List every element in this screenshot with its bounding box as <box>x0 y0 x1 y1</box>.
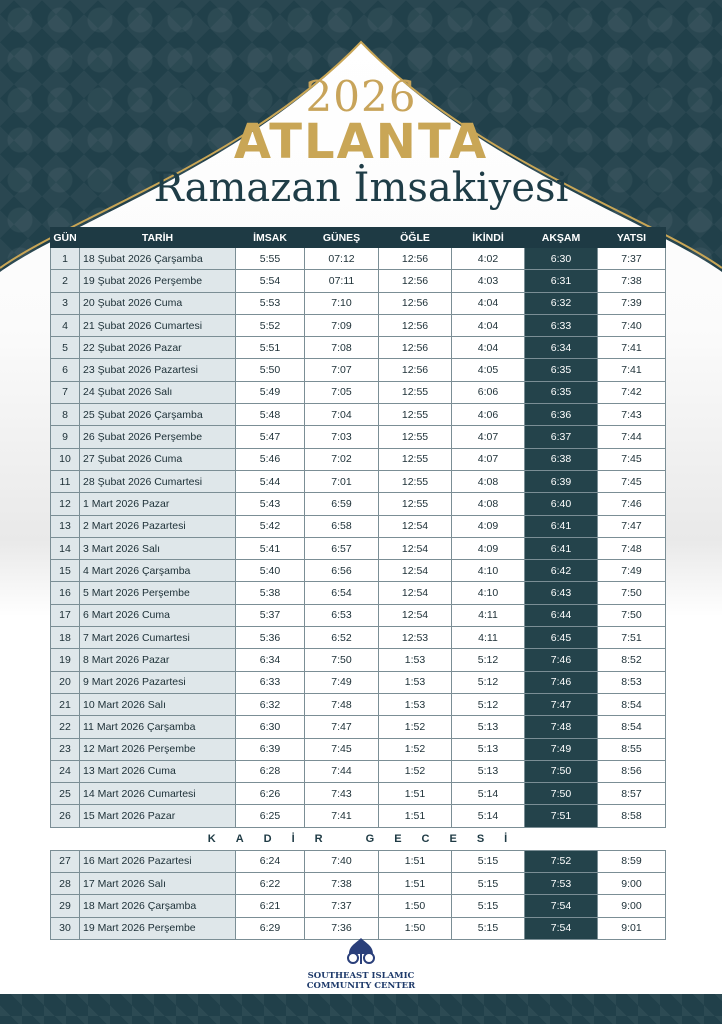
kadir-gecesi-label: KADİR GECESİ <box>207 832 528 845</box>
cell-gun: 18 <box>51 627 80 649</box>
cell-imsak: 6:39 <box>236 738 305 760</box>
cell-gun: 30 <box>51 917 80 939</box>
title-subtitle: Ramazan İmsakiyesi <box>153 165 569 211</box>
cell-gun: 22 <box>51 716 80 738</box>
cell-gunes: 6:59 <box>305 493 379 515</box>
cell-tarih: 14 Mart 2026 Cumartesi <box>80 783 236 805</box>
cell-yatsi: 7:49 <box>598 560 666 582</box>
cell-imsak: 5:43 <box>236 493 305 515</box>
cell-gun: 13 <box>51 515 80 537</box>
cell-gun: 4 <box>51 314 80 336</box>
cell-ikindi: 4:06 <box>452 404 525 426</box>
table-row <box>51 805 666 827</box>
table-row <box>51 627 666 649</box>
cell-yatsi: 8:53 <box>598 671 666 693</box>
cell-ogle: 1:53 <box>379 649 452 671</box>
cell-aksam: 7:54 <box>525 917 598 939</box>
cell-imsak: 5:44 <box>236 470 305 492</box>
column-header-ikindi: İKİNDİ <box>452 228 525 248</box>
cell-imsak: 6:28 <box>236 760 305 782</box>
cell-ogle: 12:55 <box>379 448 452 470</box>
cell-ogle: 1:51 <box>379 850 452 872</box>
cell-gun: 1 <box>51 248 80 270</box>
cell-imsak: 5:37 <box>236 604 305 626</box>
cell-tarih: 12 Mart 2026 Perşembe <box>80 738 236 760</box>
cell-imsak: 5:42 <box>236 515 305 537</box>
cell-aksam: 6:35 <box>525 359 598 381</box>
cell-aksam: 7:46 <box>525 671 598 693</box>
table-row <box>51 337 666 359</box>
table-row <box>51 873 666 895</box>
cell-yatsi: 8:52 <box>598 649 666 671</box>
cell-ikindi: 5:12 <box>452 693 525 715</box>
cell-yatsi: 7:43 <box>598 404 666 426</box>
cell-gunes: 6:54 <box>305 582 379 604</box>
table-row <box>51 895 666 917</box>
cell-tarih: 19 Şubat 2026 Perşembe <box>80 270 236 292</box>
cell-yatsi: 7:50 <box>598 582 666 604</box>
cell-tarih: 1 Mart 2026 Pazar <box>80 493 236 515</box>
cell-yatsi: 8:57 <box>598 783 666 805</box>
cell-aksam: 6:44 <box>525 604 598 626</box>
cell-gunes: 7:36 <box>305 917 379 939</box>
cell-yatsi: 7:51 <box>598 627 666 649</box>
table-row <box>51 314 666 336</box>
cell-aksam: 6:41 <box>525 537 598 559</box>
cell-tarih: 21 Şubat 2026 Cumartesi <box>80 314 236 336</box>
cell-gun: 24 <box>51 760 80 782</box>
cell-aksam: 6:37 <box>525 426 598 448</box>
table-row <box>51 783 666 805</box>
cell-gun: 28 <box>51 873 80 895</box>
cell-imsak: 5:52 <box>236 314 305 336</box>
cell-yatsi: 9:01 <box>598 917 666 939</box>
cell-tarih: 15 Mart 2026 Pazar <box>80 805 236 827</box>
cell-yatsi: 7:41 <box>598 337 666 359</box>
cell-aksam: 7:48 <box>525 716 598 738</box>
table-row <box>51 716 666 738</box>
cell-gunes: 7:50 <box>305 649 379 671</box>
cell-ogle: 1:50 <box>379 895 452 917</box>
table-row <box>51 470 666 492</box>
cell-ogle: 1:51 <box>379 805 452 827</box>
cell-ikindi: 5:15 <box>452 895 525 917</box>
cell-gunes: 6:52 <box>305 627 379 649</box>
cell-ikindi: 4:02 <box>452 248 525 270</box>
footer-logo <box>0 936 722 991</box>
cell-gunes: 07:11 <box>305 270 379 292</box>
cell-gunes: 7:02 <box>305 448 379 470</box>
cell-ikindi: 5:15 <box>452 850 525 872</box>
cell-gun: 27 <box>51 850 80 872</box>
cell-aksam: 6:41 <box>525 515 598 537</box>
cell-imsak: 5:46 <box>236 448 305 470</box>
column-header-tarih: TARİH <box>80 228 236 248</box>
table-row <box>51 515 666 537</box>
table-row <box>51 738 666 760</box>
cell-ikindi: 5:13 <box>452 716 525 738</box>
cell-ikindi: 5:14 <box>452 805 525 827</box>
cell-gun: 9 <box>51 426 80 448</box>
cell-yatsi: 7:46 <box>598 493 666 515</box>
cell-tarih: 22 Şubat 2026 Pazar <box>80 337 236 359</box>
cell-ogle: 12:53 <box>379 627 452 649</box>
cell-gun: 29 <box>51 895 80 917</box>
cell-yatsi: 8:54 <box>598 716 666 738</box>
cell-yatsi: 9:00 <box>598 895 666 917</box>
cell-tarih: 19 Mart 2026 Perşembe <box>80 917 236 939</box>
cell-ogle: 12:54 <box>379 582 452 604</box>
cell-aksam: 6:31 <box>525 270 598 292</box>
cell-tarih: 3 Mart 2026 Salı <box>80 537 236 559</box>
cell-tarih: 5 Mart 2026 Perşembe <box>80 582 236 604</box>
cell-gun: 19 <box>51 649 80 671</box>
cell-imsak: 6:33 <box>236 671 305 693</box>
cell-gunes: 7:09 <box>305 314 379 336</box>
table-row <box>51 270 666 292</box>
mosque-logo-icon <box>341 936 381 966</box>
cell-ikindi: 5:15 <box>452 917 525 939</box>
cell-ogle: 12:54 <box>379 560 452 582</box>
cell-ikindi: 4:04 <box>452 292 525 314</box>
cell-tarih: 4 Mart 2026 Çarşamba <box>80 560 236 582</box>
table-row <box>51 671 666 693</box>
cell-gun: 2 <box>51 270 80 292</box>
schedule-table <box>50 227 665 940</box>
cell-gunes: 7:37 <box>305 895 379 917</box>
cell-aksam: 6:33 <box>525 314 598 336</box>
cell-aksam: 6:43 <box>525 582 598 604</box>
cell-tarih: 18 Mart 2026 Çarşamba <box>80 895 236 917</box>
cell-gunes: 7:38 <box>305 873 379 895</box>
cell-ogle: 1:52 <box>379 760 452 782</box>
cell-gunes: 07:12 <box>305 248 379 270</box>
cell-ogle: 1:53 <box>379 693 452 715</box>
cell-imsak: 5:50 <box>236 359 305 381</box>
cell-imsak: 5:55 <box>236 248 305 270</box>
cell-yatsi: 7:41 <box>598 359 666 381</box>
cell-aksam: 7:50 <box>525 760 598 782</box>
cell-ikindi: 5:12 <box>452 649 525 671</box>
cell-gunes: 7:40 <box>305 850 379 872</box>
cell-gun: 26 <box>51 805 80 827</box>
cell-gun: 7 <box>51 381 80 403</box>
cell-ikindi: 5:15 <box>452 873 525 895</box>
cell-aksam: 6:39 <box>525 470 598 492</box>
cell-yatsi: 8:54 <box>598 693 666 715</box>
column-header-gun: GÜN <box>51 228 80 248</box>
title-city: ATLANTA <box>233 114 489 170</box>
cell-gunes: 6:53 <box>305 604 379 626</box>
cell-ogle: 12:56 <box>379 248 452 270</box>
cell-gun: 20 <box>51 671 80 693</box>
table-row <box>51 248 666 270</box>
cell-yatsi: 8:59 <box>598 850 666 872</box>
cell-ikindi: 4:11 <box>452 627 525 649</box>
cell-aksam: 7:51 <box>525 805 598 827</box>
cell-aksam: 7:47 <box>525 693 598 715</box>
cell-yatsi: 8:56 <box>598 760 666 782</box>
cell-ogle: 12:56 <box>379 314 452 336</box>
cell-ikindi: 4:09 <box>452 537 525 559</box>
cell-tarih: 6 Mart 2026 Cuma <box>80 604 236 626</box>
cell-yatsi: 8:55 <box>598 738 666 760</box>
table-row <box>51 404 666 426</box>
cell-tarih: 27 Şubat 2026 Cuma <box>80 448 236 470</box>
cell-tarih: 25 Şubat 2026 Çarşamba <box>80 404 236 426</box>
cell-gunes: 7:05 <box>305 381 379 403</box>
cell-gunes: 6:57 <box>305 537 379 559</box>
cell-yatsi: 7:37 <box>598 248 666 270</box>
cell-ogle: 12:55 <box>379 404 452 426</box>
cell-yatsi: 7:40 <box>598 314 666 336</box>
cell-gunes: 7:47 <box>305 716 379 738</box>
cell-gun: 23 <box>51 738 80 760</box>
cell-gunes: 7:04 <box>305 404 379 426</box>
cell-gun: 10 <box>51 448 80 470</box>
cell-ikindi: 4:07 <box>452 448 525 470</box>
cell-tarih: 18 Şubat 2026 Çarşamba <box>80 248 236 270</box>
cell-ikindi: 4:05 <box>452 359 525 381</box>
cell-gun: 15 <box>51 560 80 582</box>
cell-tarih: 7 Mart 2026 Cumartesi <box>80 627 236 649</box>
cell-aksam: 7:46 <box>525 649 598 671</box>
cell-imsak: 5:49 <box>236 381 305 403</box>
cell-imsak: 5:51 <box>236 337 305 359</box>
cell-tarih: 20 Şubat 2026 Cuma <box>80 292 236 314</box>
cell-ogle: 12:54 <box>379 537 452 559</box>
cell-ogle: 12:56 <box>379 270 452 292</box>
cell-gunes: 7:43 <box>305 783 379 805</box>
cell-gun: 3 <box>51 292 80 314</box>
column-header-imsak: İMSAK <box>236 228 305 248</box>
cell-gunes: 7:08 <box>305 337 379 359</box>
cell-yatsi: 7:39 <box>598 292 666 314</box>
cell-gun: 14 <box>51 537 80 559</box>
cell-imsak: 6:22 <box>236 873 305 895</box>
cell-ogle: 1:52 <box>379 738 452 760</box>
cell-ogle: 12:54 <box>379 515 452 537</box>
cell-gunes: 7:07 <box>305 359 379 381</box>
bottom-pattern-strip <box>0 994 722 1024</box>
cell-tarih: 10 Mart 2026 Salı <box>80 693 236 715</box>
cell-gunes: 7:41 <box>305 805 379 827</box>
table-row <box>51 582 666 604</box>
cell-imsak: 6:34 <box>236 649 305 671</box>
cell-ikindi: 4:07 <box>452 426 525 448</box>
column-header-gunes: GÜNEŞ <box>305 228 379 248</box>
schedule-table-main <box>50 227 666 828</box>
cell-tarih: 26 Şubat 2026 Perşembe <box>80 426 236 448</box>
cell-imsak: 6:21 <box>236 895 305 917</box>
cell-gunes: 7:10 <box>305 292 379 314</box>
table-row <box>51 426 666 448</box>
table-row <box>51 604 666 626</box>
cell-imsak: 6:30 <box>236 716 305 738</box>
cell-tarih: 11 Mart 2026 Çarşamba <box>80 716 236 738</box>
cell-gunes: 6:58 <box>305 515 379 537</box>
cell-imsak: 6:25 <box>236 805 305 827</box>
footer-line-1: SOUTHEAST ISLAMIC <box>307 971 415 981</box>
cell-tarih: 17 Mart 2026 Salı <box>80 873 236 895</box>
cell-yatsi: 7:45 <box>598 448 666 470</box>
cell-tarih: 2 Mart 2026 Pazartesi <box>80 515 236 537</box>
cell-aksam: 7:52 <box>525 850 598 872</box>
cell-imsak: 5:54 <box>236 270 305 292</box>
cell-imsak: 5:38 <box>236 582 305 604</box>
cell-imsak: 6:24 <box>236 850 305 872</box>
cell-ogle: 1:53 <box>379 671 452 693</box>
cell-imsak: 5:53 <box>236 292 305 314</box>
cell-aksam: 6:42 <box>525 560 598 582</box>
cell-tarih: 16 Mart 2026 Pazartesi <box>80 850 236 872</box>
cell-tarih: 23 Şubat 2026 Pazartesi <box>80 359 236 381</box>
cell-gun: 17 <box>51 604 80 626</box>
cell-gunes: 7:45 <box>305 738 379 760</box>
cell-tarih: 9 Mart 2026 Pazartesi <box>80 671 236 693</box>
cell-ikindi: 5:12 <box>452 671 525 693</box>
title-year: 2026 <box>305 72 417 121</box>
cell-ikindi: 4:11 <box>452 604 525 626</box>
cell-imsak: 5:47 <box>236 426 305 448</box>
cell-imsak: 5:36 <box>236 627 305 649</box>
cell-gun: 12 <box>51 493 80 515</box>
cell-tarih: 13 Mart 2026 Cuma <box>80 760 236 782</box>
cell-aksam: 6:38 <box>525 448 598 470</box>
cell-aksam: 7:50 <box>525 783 598 805</box>
cell-imsak: 5:48 <box>236 404 305 426</box>
cell-tarih: 8 Mart 2026 Pazar <box>80 649 236 671</box>
cell-gun: 5 <box>51 337 80 359</box>
column-header-yatsi: YATSI <box>598 228 666 248</box>
cell-ogle: 1:52 <box>379 716 452 738</box>
cell-ikindi: 5:13 <box>452 760 525 782</box>
cell-aksam: 6:32 <box>525 292 598 314</box>
cell-yatsi: 9:00 <box>598 873 666 895</box>
footer-line-2: COMMUNITY CENTER <box>306 981 416 991</box>
cell-gunes: 7:01 <box>305 470 379 492</box>
cell-ogle: 1:51 <box>379 873 452 895</box>
cell-gun: 11 <box>51 470 80 492</box>
cell-gun: 16 <box>51 582 80 604</box>
cell-ikindi: 4:03 <box>452 270 525 292</box>
cell-ogle: 12:55 <box>379 493 452 515</box>
table-row <box>51 448 666 470</box>
table-row <box>51 760 666 782</box>
cell-imsak: 5:40 <box>236 560 305 582</box>
cell-gunes: 7:48 <box>305 693 379 715</box>
cell-tarih: 24 Şubat 2026 Salı <box>80 381 236 403</box>
table-row <box>51 292 666 314</box>
cell-ikindi: 4:08 <box>452 493 525 515</box>
cell-imsak: 5:41 <box>236 537 305 559</box>
cell-ikindi: 4:09 <box>452 515 525 537</box>
cell-yatsi: 7:48 <box>598 537 666 559</box>
cell-ogle: 12:54 <box>379 604 452 626</box>
cell-yatsi: 8:58 <box>598 805 666 827</box>
cell-yatsi: 7:50 <box>598 604 666 626</box>
cell-yatsi: 7:45 <box>598 470 666 492</box>
column-header-ogle: ÖĞLE <box>379 228 452 248</box>
cell-ogle: 12:55 <box>379 426 452 448</box>
cell-gunes: 7:49 <box>305 671 379 693</box>
table-row <box>51 381 666 403</box>
cell-aksam: 6:40 <box>525 493 598 515</box>
cell-ogle: 12:56 <box>379 359 452 381</box>
cell-ikindi: 4:10 <box>452 582 525 604</box>
cell-gun: 8 <box>51 404 80 426</box>
cell-ogle: 12:55 <box>379 381 452 403</box>
cell-ogle: 12:55 <box>379 470 452 492</box>
cell-gunes: 7:44 <box>305 760 379 782</box>
cell-gunes: 7:03 <box>305 426 379 448</box>
cell-ogle: 1:50 <box>379 917 452 939</box>
cell-ikindi: 4:04 <box>452 337 525 359</box>
cell-ikindi: 4:04 <box>452 314 525 336</box>
cell-gun: 21 <box>51 693 80 715</box>
cell-ikindi: 4:10 <box>452 560 525 582</box>
cell-aksam: 6:45 <box>525 627 598 649</box>
table-row <box>51 693 666 715</box>
cell-ogle: 1:51 <box>379 783 452 805</box>
cell-gunes: 6:56 <box>305 560 379 582</box>
cell-imsak: 6:32 <box>236 693 305 715</box>
table-row <box>51 850 666 872</box>
cell-aksam: 6:35 <box>525 381 598 403</box>
cell-aksam: 7:49 <box>525 738 598 760</box>
cell-tarih: 28 Şubat 2026 Cumartesi <box>80 470 236 492</box>
table-row <box>51 493 666 515</box>
cell-gun: 25 <box>51 783 80 805</box>
cell-imsak: 6:26 <box>236 783 305 805</box>
cell-ogle: 12:56 <box>379 337 452 359</box>
cell-ikindi: 5:13 <box>452 738 525 760</box>
table-header-row <box>51 228 666 248</box>
table-row <box>51 560 666 582</box>
cell-gun: 6 <box>51 359 80 381</box>
cell-aksam: 7:54 <box>525 895 598 917</box>
cell-yatsi: 7:47 <box>598 515 666 537</box>
cell-imsak: 6:29 <box>236 917 305 939</box>
table-row <box>51 359 666 381</box>
cell-ikindi: 5:14 <box>452 783 525 805</box>
cell-aksam: 7:53 <box>525 873 598 895</box>
cell-yatsi: 7:42 <box>598 381 666 403</box>
column-header-aksam: AKŞAM <box>525 228 598 248</box>
cell-yatsi: 7:38 <box>598 270 666 292</box>
cell-aksam: 6:36 <box>525 404 598 426</box>
cell-ikindi: 6:06 <box>452 381 525 403</box>
table-row <box>51 649 666 671</box>
cell-aksam: 6:34 <box>525 337 598 359</box>
schedule-table-after <box>50 850 666 940</box>
cell-yatsi: 7:44 <box>598 426 666 448</box>
table-row <box>51 537 666 559</box>
cell-ogle: 12:56 <box>379 292 452 314</box>
cell-ikindi: 4:08 <box>452 470 525 492</box>
cell-aksam: 6:30 <box>525 248 598 270</box>
